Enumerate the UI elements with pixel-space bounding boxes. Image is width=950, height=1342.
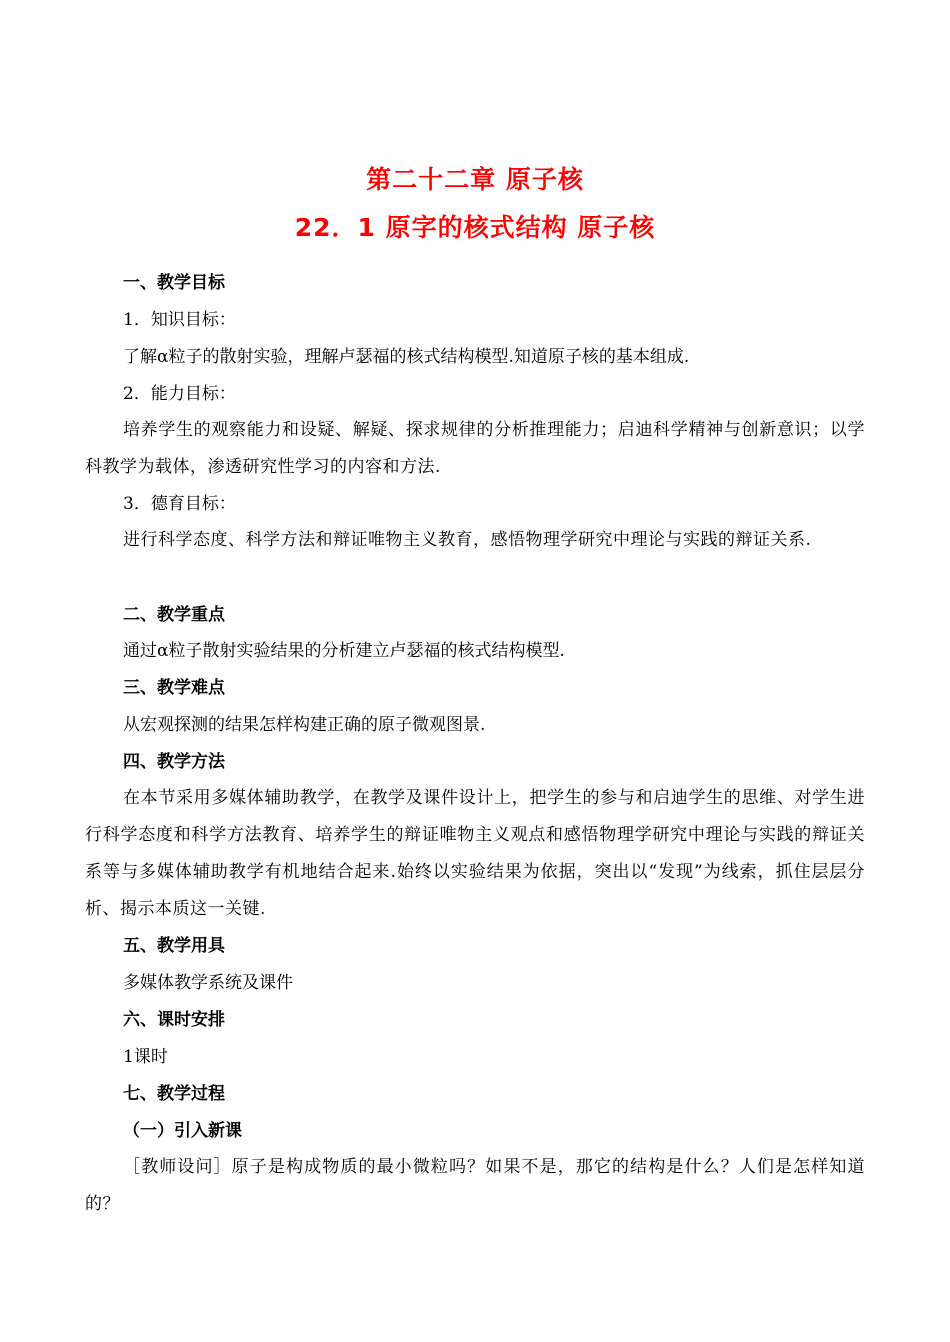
- section-title: 22．1 原字的核式结构 原子核: [294, 213, 656, 242]
- methods-heading: 四、教学方法: [123, 752, 225, 772]
- process-sub-heading: （一）引入新课: [123, 1121, 242, 1141]
- process-heading: 七、教学过程: [123, 1084, 225, 1104]
- methods-text: 在本节采用多媒体辅助教学，在教学及课件设计上，把学生的参与和启迪学生的思维、对学生进行科学态度和科学方法教育、培养学生的辩证唯物主义观点和感悟物理学研究中理论与实践的辩证关系等与多媒体辅助教学有机地结合起来.始终以实验结果为依据，突出以“发现”为线索，抓住层层分析、揭示本质这一关键.: [85, 788, 865, 919]
- moral-objective-text: 进行科学态度、科学方法和辩证唯物主义教育，感悟物理学研究中理论与实践的辩证关系.: [123, 530, 812, 550]
- schedule-text: 1课时: [123, 1047, 168, 1067]
- key-points-text: 通过α粒子散射实验结果的分析建立卢瑟福的核式结构模型.: [123, 641, 565, 661]
- difficulties-heading: 三、教学难点: [123, 678, 225, 698]
- tools-text: 多媒体教学系统及课件: [123, 973, 293, 993]
- chapter-title: 第二十二章 原子核: [366, 165, 584, 194]
- objectives-heading: 一、教学目标: [123, 273, 225, 293]
- knowledge-objective-label: 1．知识目标：: [123, 310, 236, 330]
- knowledge-objective-text: 了解α粒子的散射实验，理解卢瑟福的核式结构模型.知道原子核的基本组成.: [123, 347, 690, 367]
- ability-objective-text: 培养学生的观察能力和设疑、解疑、探求规律的分析推理能力；启迪科学精神与创新意识；以学科教学为载体，渗透研究性学习的内容和方法.: [85, 420, 865, 477]
- tools-heading: 五、教学用具: [123, 936, 225, 956]
- difficulties-text: 从宏观探测的结果怎样构建正确的原子微观图景.: [123, 715, 486, 735]
- moral-objective-label: 3．德育目标：: [123, 494, 236, 514]
- ability-objective-label: 2．能力目标：: [123, 384, 236, 404]
- schedule-heading: 六、课时安排: [123, 1010, 225, 1030]
- key-points-heading: 二、教学重点: [123, 605, 225, 625]
- process-text: ［教师设问］原子是构成物质的最小微粒吗？如果不是，那它的结构是什么？人们是怎样知道的？: [85, 1157, 865, 1214]
